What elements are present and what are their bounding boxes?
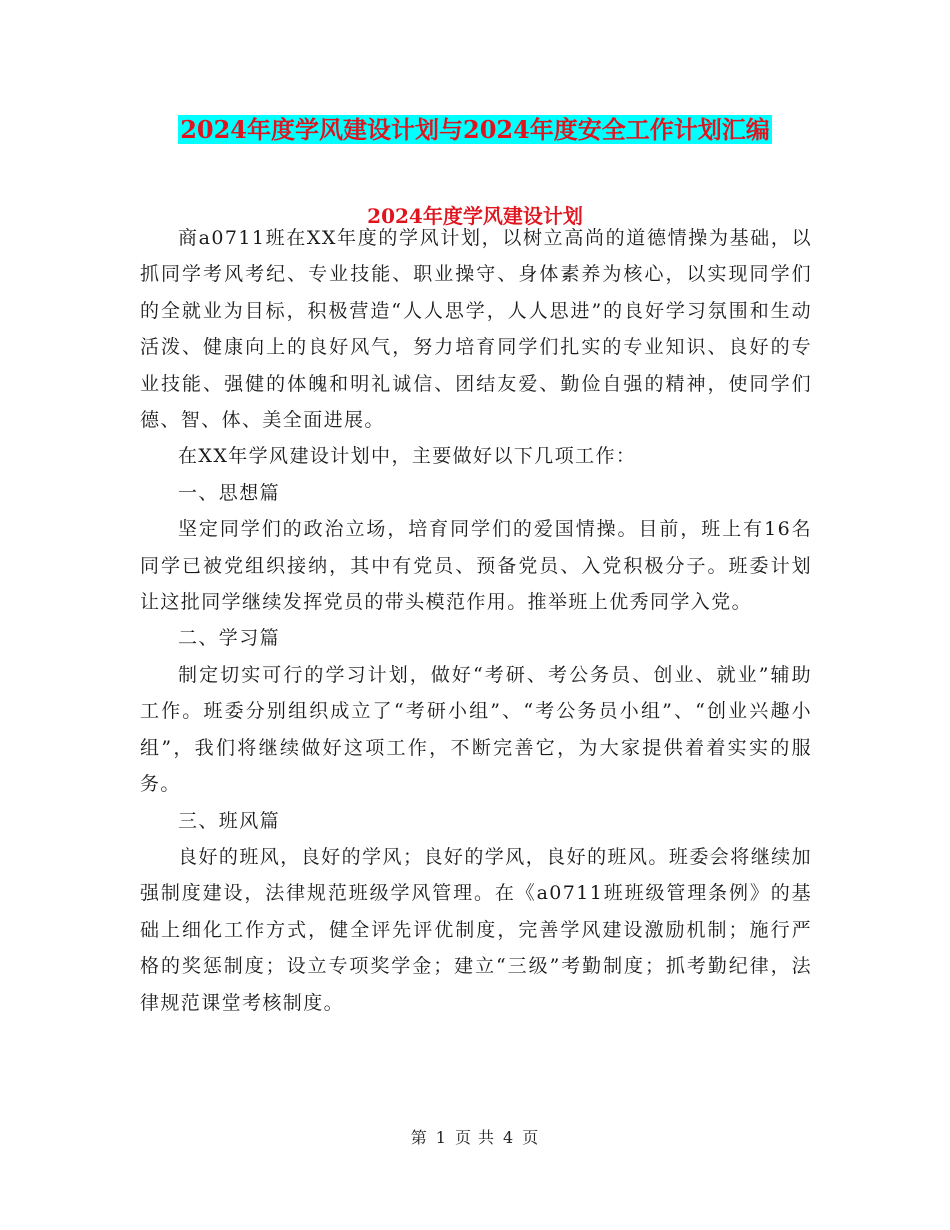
footer-page-number: 1 xyxy=(435,1128,447,1147)
footer-prefix: 第 xyxy=(410,1128,428,1147)
heading-study: 二、学习篇 xyxy=(178,627,281,650)
paragraph-study: 制定切实可行的学习计划，做好“考研、考公务员、创业、就业”辅助工作。班委分别组织成立了“考研小组”、“考公务员小组”、“创业兴趣小组”，我们将继续做好这项工作，不断完善它，为大家提供着着实实的服务。 xyxy=(140,663,812,796)
document-main-title xyxy=(0,112,950,148)
heading-thought: 一、思想篇 xyxy=(178,481,281,504)
paragraph-work-overview: 在XX年学风建设计划中，主要做好以下几项工作： xyxy=(178,445,637,468)
paragraph-thought: 坚定同学们的政治立场，培育同学们的爱国情操。目前，班上有16名同学已被党组织接纳，其中有党员、预备党员、入党积极分子。班委计划让这批同学继续发挥党员的带头模范作用。推举班上优秀同学入党。 xyxy=(140,518,812,614)
document-body xyxy=(140,220,812,1021)
footer-suffix: 页 xyxy=(522,1128,540,1147)
paragraph-intro: 商a0711班在XX年度的学风计划，以树立高尚的道德情操为基础，以抓同学考风考纪、专业技能、职业操守、身体素养为核心，以实现同学们的全就业为目标，积极营造“人人思学，人人思进”的良好学习氛围和生动活泼、健康向上的良好风气，努力培育同学们扎实的专业知识、良好的专业技能、强健的体魄和明礼诚信、团结友爱、勤俭自强的精神，使同学们德、智、体、美全面进展。 xyxy=(140,227,812,432)
footer-total-pages: 4 xyxy=(503,1128,515,1147)
highlighted-title-text: 2024年度学风建设计划与2024年度安全工作计划汇编 xyxy=(180,115,770,144)
heading-class-style: 三、班风篇 xyxy=(178,809,281,832)
footer-middle: 页 共 xyxy=(454,1128,496,1147)
page-footer xyxy=(0,1126,950,1150)
section-title: 2024年度学风建设计划 xyxy=(367,204,583,228)
paragraph-class-style: 良好的班风，良好的学风；良好的学风，良好的班风。班委会将继续加强制度建设，法律规范班级学风管理。在《a0711班班级管理条例》的基础上细化工作方式，健全评先评优制度，完善学风建设激励机制；施行严格的奖惩制度；设立专项奖学金；建立“三级”考勤制度；抓考勤纪律，法律规范课堂考核制度。 xyxy=(140,845,812,1014)
